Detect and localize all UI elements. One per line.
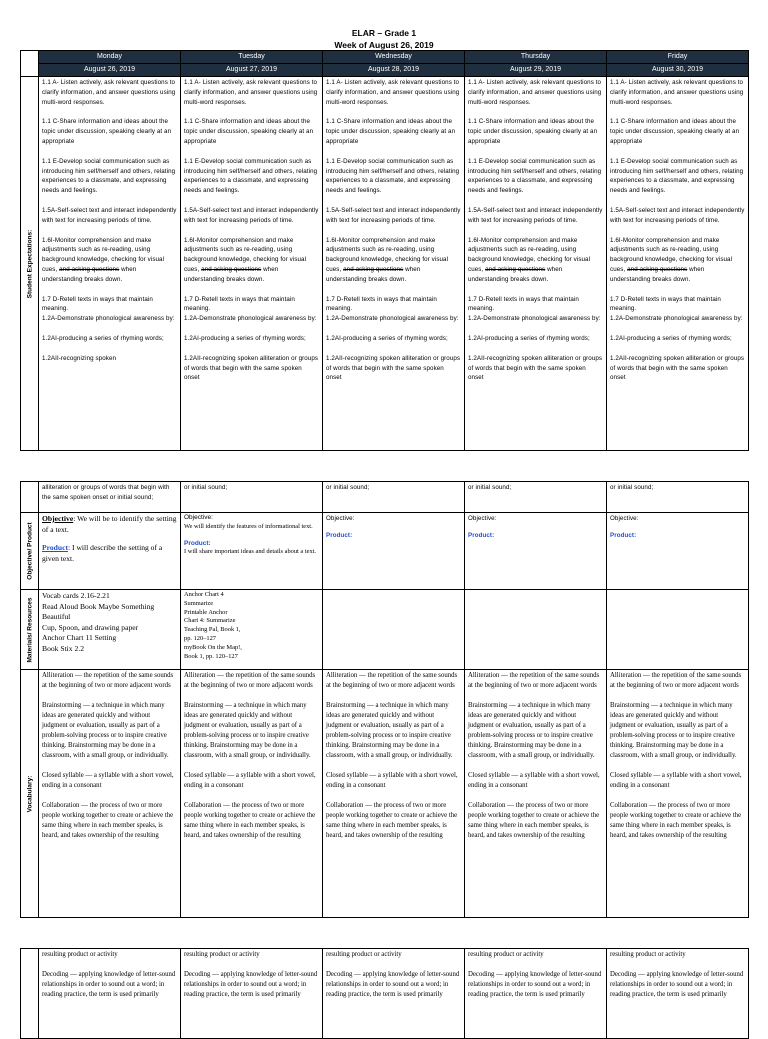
- materials-tuesday: Anchor Chart 4 Summarize Printable Anchor Chart 4: Summarize Teaching Pal, Book 1, pp. 120–127 myBook On the Map!, Book 1, pp. 120–127: [181, 590, 323, 670]
- materials-friday: [607, 590, 749, 670]
- day-wednesday: Wednesday: [323, 51, 465, 64]
- date-row: [21, 64, 749, 77]
- vocabulary-continued-row: [21, 949, 749, 1039]
- materials-thursday: [465, 590, 607, 670]
- vocabulary-wednesday: Alliteration — the repetition of the same sounds at the beginning of two or more adjacent words Brainstorming — a technique in which many ideas are generated quickly and without judgment or evaluation, usually as part of a problem-solving process or to inspire creative thinking. Brainstorming may be done in a classroom, with a small group, or individually. Closed syllable — a syllable with a short vowel, ending in a consonant Collaboration — the process of two or more people working together to create or achieve the same thing where in each member speaks, is heard, and takes ownership of the resulting: [323, 670, 465, 918]
- day-monday: Monday: [39, 51, 181, 64]
- expectations-cont-wednesday: or initial sound;: [323, 482, 465, 513]
- vocabulary-cont-friday: resulting product or activity Decoding — applying knowledge of letter-sound relationships in order to sound out a word; in reading practice, the term is used primarily: [607, 949, 749, 1039]
- expectations-tuesday: 1.1 A- Listen actively, ask relevant questions to clarify information, and answer questions using multi-word responses. 1.1 C-Share information and ideas about the topic under discussion, speaking clearly at an appropriate 1.1 E-Develop social communication such as introducing him self/herself and others, relating experiences to a classmate, and expressing needs and feelings. 1.5A-Self-select text and interact independently with text for increasing periods of time. 1.6I-Monitor comprehension and make adjustments such as re-reading, using background knowledge, checking for visual cues, and asking questions when understanding breaks down. 1.7 D-Retell texts in ways that maintain meaning. 1.2A-Demonstrate phonological awareness by: 1.2AI-producing a series of rhyming words; 1.2AII-recognizing spoken alliteration or groups of words that begin with the same spoken onset: [181, 77, 323, 451]
- objective-friday: Objective: Product:: [607, 513, 749, 590]
- expectations-cont-monday: alliteration or groups of words that begin with the same spoken onset or initial sound;: [39, 482, 181, 513]
- materials-monday: Vocab cards 2.16-2.21 Read Aloud Book Maybe Something Beautiful Cup, Spoon, and drawing paper Anchor Chart 11 Setting Book Stix 2.2: [39, 590, 181, 670]
- lesson-plan-table-2: [20, 481, 749, 918]
- lesson-plan-table-1: [20, 50, 749, 451]
- objective-thursday: Objective: Product:: [465, 513, 607, 590]
- materials-wednesday: [323, 590, 465, 670]
- date-thursday: August 29, 2019: [465, 64, 607, 77]
- objective-wednesday: Objective: Product:: [323, 513, 465, 590]
- expectations-row: [21, 77, 749, 451]
- day-tuesday: Tuesday: [181, 51, 323, 64]
- expectations-cont-tuesday: or initial sound;: [181, 482, 323, 513]
- materials-row: [21, 590, 749, 670]
- vocabulary-tuesday: Alliteration — the repetition of the same sounds at the beginning of two or more adjacent words Brainstorming — a technique in which many ideas are generated quickly and without judgment or evaluation, usually as part of a problem-solving process or to inspire creative thinking. Brainstorming may be done in a classroom, with a small group, or individually. Closed syllable — a syllable with a short vowel, ending in a consonant Collaboration — the process of two or more people working together to create or achieve the same thing where in each member speaks, is heard, and takes ownership of the resulting: [181, 670, 323, 918]
- expectations-continued-row: [21, 482, 749, 513]
- vocabulary-cont-thursday: resulting product or activity Decoding — applying knowledge of letter-sound relationships in order to sound out a word; in reading practice, the term is used primarily: [465, 949, 607, 1039]
- row-label-objective: Objective/ Product: [21, 513, 39, 590]
- vocabulary-cont-tuesday: resulting product or activity Decoding — applying knowledge of letter-sound relationships in order to sound out a word; in reading practice, the term is used primarily: [181, 949, 323, 1039]
- vocabulary-cont-monday: resulting product or activity Decoding — applying knowledge of letter-sound relationships in order to sound out a word; in reading practice, the term is used primarily: [39, 949, 181, 1039]
- page-subtitle: Week of August 26, 2019: [334, 40, 434, 50]
- expectations-thursday: 1.1 A- Listen actively, ask relevant questions to clarify information, and answer questions using multi-word responses. 1.1 C-Share information and ideas about the topic under discussion, speaking clearly at an appropriate 1.1 E-Develop social communication such as introducing him self/herself and others, relating experiences to a classmate, and expressing needs and feelings. 1.5A-Self-select text and interact independently with text for increasing periods of time. 1.6I-Monitor comprehension and make adjustments such as re-reading, using background knowledge, checking for visual cues, and asking questions when understanding breaks down. 1.7 D-Retell texts in ways that maintain meaning. 1.2A-Demonstrate phonological awareness by: 1.2AI-producing a series of rhyming words; 1.2AII-recognizing spoken alliteration or groups of words that begin with the same spoken onset: [465, 77, 607, 451]
- objective-monday: Objective: We will be to identify the setting of a text. Product: I will describe the setting of a given text.: [39, 513, 181, 590]
- objective-tuesday: Objective: We will identify the features of informational text. Product: I will share important ideas and details about a text.: [181, 513, 323, 590]
- expectations-friday: 1.1 A- Listen actively, ask relevant questions to clarify information, and answer questions using multi-word responses. 1.1 C-Share information and ideas about the topic under discussion, speaking clearly at an appropriate 1.1 E-Develop social communication such as introducing him self/herself and others, relating experiences to a classmate, and expressing needs and feelings. 1.5A-Self-select text and interact independently with text for increasing periods of time. 1.6I-Monitor comprehension and make adjustments such as re-reading, using background knowledge, checking for visual cues, and asking questions when understanding breaks down. 1.7 D-Retell texts in ways that maintain meaning. 1.2A-Demonstrate phonological awareness by: 1.2AI-producing a series of rhyming words; 1.2AII-recognizing spoken alliteration or groups of words that begin with the same spoken onset: [607, 77, 749, 451]
- date-friday: August 30, 2019: [607, 64, 749, 77]
- date-wednesday: August 28, 2019: [323, 64, 465, 77]
- vocabulary-friday: Alliteration — the repetition of the same sounds at the beginning of two or more adjacent words Brainstorming — a technique in which many ideas are generated quickly and without judgment or evaluation, usually as part of a problem-solving process or to inspire creative thinking. Brainstorming may be done in a classroom, with a small group, or individually. Closed syllable — a syllable with a short vowel, ending in a consonant Collaboration — the process of two or more people working together to create or achieve the same thing where in each member speaks, is heard, and takes ownership of the resulting: [607, 670, 749, 918]
- expectations-wednesday: 1.1 A- Listen actively, ask relevant questions to clarify information, and answer questions using multi-word responses. 1.1 C-Share information and ideas about the topic under discussion, speaking clearly at an appropriate 1.1 E-Develop social communication such as introducing him self/herself and others, relating experiences to a classmate, and expressing needs and feelings. 1.5A-Self-select text and interact independently with text for increasing periods of time. 1.6I-Monitor comprehension and make adjustments such as re-reading, using background knowledge, checking for visual cues, and asking questions when understanding breaks down. 1.7 D-Retell texts in ways that maintain meaning. 1.2A-Demonstrate phonological awareness by: 1.2AI-producing a series of rhyming words; 1.2AII-recognizing spoken alliteration or groups of words that begin with the same spoken onset: [323, 77, 465, 451]
- expectations-cont-friday: or initial sound;: [607, 482, 749, 513]
- page-title: ELAR – Grade 1: [351, 28, 417, 38]
- row-label-expectations: Student Expectations:: [21, 77, 39, 451]
- day-friday: Friday: [607, 51, 749, 64]
- expectations-cont-thursday: or initial sound;: [465, 482, 607, 513]
- date-tuesday: August 27, 2019: [181, 64, 323, 77]
- objective-row: [21, 513, 749, 590]
- vocabulary-cont-wednesday: resulting product or activity Decoding — applying knowledge of letter-sound relationships in order to sound out a word; in reading practice, the term is used primarily: [323, 949, 465, 1039]
- vocabulary-thursday: Alliteration — the repetition of the same sounds at the beginning of two or more adjacent words Brainstorming — a technique in which many ideas are generated quickly and without judgment or evaluation, usually as part of a problem-solving process or to inspire creative thinking. Brainstorming may be done in a classroom, with a small group, or individually. Closed syllable — a syllable with a short vowel, ending in a consonant Collaboration — the process of two or more people working together to create or achieve the same thing where in each member speaks, is heard, and takes ownership of the resulting: [465, 670, 607, 918]
- row-label-vocabulary: Vocabulary:: [21, 670, 39, 918]
- day-name-row: [21, 51, 749, 64]
- date-monday: August 26, 2019: [39, 64, 181, 77]
- vocabulary-row: [21, 670, 749, 918]
- day-thursday: Thursday: [465, 51, 607, 64]
- expectations-monday: 1.1 A- Listen actively, ask relevant questions to clarify information, and answer questions using multi-word responses. 1.1 C-Share information and ideas about the topic under discussion, speaking clearly at an appropriate 1.1 E-Develop social communication such as introducing him self/herself and others, relating experiences to a classmate, and expressing needs and feelings. 1.5A-Self-select text and interact independently with text for increasing periods of time. 1.6I-Monitor comprehension and make adjustments such as re-reading, using background knowledge, checking for visual cues, and asking questions when understanding breaks down. 1.7 D-Retell texts in ways that maintain meaning. 1.2A-Demonstrate phonological awareness by: 1.2AI-producing a series of rhyming words; 1.2AII-recognizing spoken: [39, 77, 181, 451]
- vocabulary-monday: Alliteration — the repetition of the same sounds at the beginning of two or more adjacent words Brainstorming — a technique in which many ideas are generated quickly and without judgment or evaluation, usually as part of a problem-solving process or to inspire creative thinking. Brainstorming may be done in a classroom, with a small group, or individually. Closed syllable — a syllable with a short vowel, ending in a consonant Collaboration — the process of two or more people working together to create or achieve the same thing where in each member speaks, is heard, and takes ownership of the resulting: [39, 670, 181, 918]
- row-label-materials: Materials/ Resources: [21, 590, 39, 670]
- lesson-plan-table-3: [20, 948, 749, 1039]
